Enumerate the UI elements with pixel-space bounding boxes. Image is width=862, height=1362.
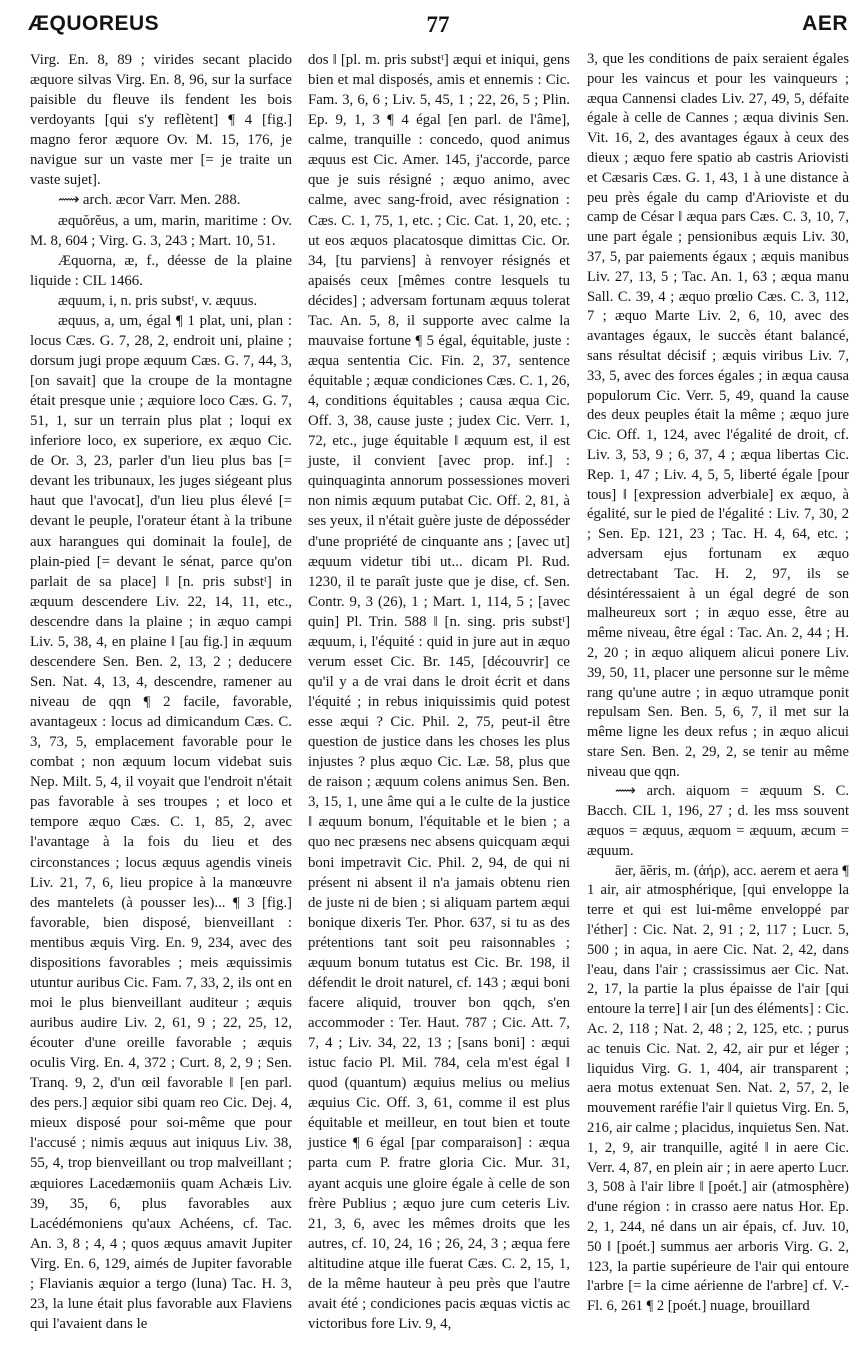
column-2 [308, 50, 570, 1334]
entry-note: ⟿ arch. aiquom = æquum S. C. Bacch. CIL 1, 196, 27 ; d. les mss souvent æquos = æquus, æquom = æquum, æcum = æquum. [587, 783, 849, 859]
entry-aer: āer, āĕris, m. (ἀήρ), acc. aerem et aera ¶ 1 air, air atmosphérique, [qui enveloppe la terre et qui est lui-même enveloppé par l'éther] : Cic. Nat. 2, 91 ; 2, 117 ; Lucr. 5, 500 ; in aqua, in aere Cic. Nat. 2, 42, dans l'eau, dans l'air ; crassissimus aer Cic. Nat. 2, 17, la partie la plus épaisse de l'air [qui entoure la terre] ‖ air [un des éléments] : Cic. Ac. 2, 118 ; Nat. 2, 48 ; 2, 125, etc. ; purus ac tenuis Cic. Nat. 2, 42, air pur et léger ; liquidus Virg. G. 1, 404, air transparent ; aera motus extenuat Sen. Nat. 2, 57, 2, le mouvement raréfie l'air ‖ quietus Virg. En. 5, 216, air calme ; placidus, inquietus Sen. Nat. 1, 2, 9, air tranquille, agité ‖ in aere Cic. Verr. 4, 87, en plein air ; in aere aperto Lucr. 3, 508 à l'air libre ‖ [poét.] air (atmosphère) d'une région : in crasso aere natus Hor. Ep. 2, 1, 244, né dans un air épais, cf. Juv. 10, 50 ‖ [poét.] summus aer arboris Virg. G. 2, 123, la partie supérieure de l'air qui entoure l'arbre [= la cime aérienne de l'arbre] cf. V.-Fl. 6, 261 ¶ 2 [poét.] nuage, brouillard [587, 862, 849, 1315]
entry-continuation: Virg. En. 8, 89 ; virides secant placido æquore silvas Virg. En. 8, 96, sur la surface paisible du fleuve ils fendent les bois verdoyants [qui s'y reflètent] ¶ 4 [fig.] magno feror æquore Ov. M. 15, 176, je navigue sur un vaste mer [= je traite un vaste sujet]. [30, 52, 292, 189]
column-1 [30, 50, 292, 1334]
page-number: 77 [426, 12, 450, 37]
entry-note: ⟿ arch. æcor Varr. Men. 288. [58, 192, 241, 209]
column-3 [587, 50, 849, 1317]
entry-aequus: æquus, a, um, égal ¶ 1 plat, uni, plan : locus Cæs. G. 7, 28, 2, endroit uni, plaine ; dorsum jugi prope æquum Cæs. G. 7, 44, 3, [on savait] que la croupe de la montagne était presque unie ; æquiore loco Cæs. G. 7, 51, 1, sur un terrain plus plat ; loqui ex inferiore loco, ex superiore, ex æquo Cic. de Or. 3, 23, parler d'un lieu plus bas [= devant les tribunaux, les juges siégeant plus haut que l'avocat], d'un lieu plus élevé [= devant le peuple, l'orateur étant à la tribune aux harangues qui dominait la foule], de plain-pied [= devant le sénat, parce qu'on parlait de sa place] ‖ [n. pris substᵗ] in æquum descendere Liv. 22, 14, 11, etc., descendre dans la plaine ; in æquo campi Liv. 5, 38, 4, en plaine ‖ [au fig.] in æquum descendere Sen. Ben. 2, 13, 2 ; deducere Sen. Nat. 4, 13, 4, descendre, ramener au niveau de qqn ¶ 2 facile, favorable, avantageux : locus ad dimicandum Cæs. C. 3, 73, 5, emplacement favorable pour le combat ; non æquum locum videbat suis Nep. Milt. 5, 4, il voyait que l'endroit n'était pas favorable à ses troupes ; et loco et tempore æquo Cæs. C. 1, 85, 2, avec l'avantage à la fois du lieu et des circonstances ; locus æquus agendis vineis Liv. 21, 7, 6, lieu propice à la manœuvre des mantelets (à pousser les)... ¶ 3 [fig.] favorable, bien disposé, bienveillant : mentibus æquis Virg. En. 9, 234, avec des dispositions favorables ; meis æquissimis utuntur auribus Cic. Fam. 7, 33, 2, ils ont en moi le plus bienveillant auditeur ; æquis auribus audire Liv. 2, 61, 9 ; 22, 25, 12, écouter d'une oreille favorable ; æquis oculis Virg. En. 4, 372 ; Curt. 8, 2, 9 ; Sen. Tranq. 9, 2, d'un œil favorable ‖ [en parl. des pers.] æquior sibi quam reo Cic. Dej. 4, mieux disposé pour soi-même que pour l'accusé ; nimis æquus aut iniquus Liv. 38, 55, 4, trop bienveillant ou trop malveillant ; æquiores Lacedæmoniis quam Achæis Liv. 39, 35, 6, plus favorables aux Lacédémoniens qu'aux Achéens, cf. Tac. An. 3, 8 ; 4, 4 ; quos æquus amavit Jupiter Virg. En. 6, 129, aimés de Jupiter favorable ; Flavianis æquior a tergo (luna) Tac. H. 3, 23, la lune était plus favorable aux Flaviens qui l'avaient dans le [30, 312, 292, 1332]
entry-continuation: 3, que les conditions de paix seraient égales pour les vaincus et pour les vainqueurs ; æqua Cannensi clades Liv. 27, 49, 5, défaite égale à celle de Cannes ; æqua divinis Sen. Vit. 16, 2, des avantages égaux à ceux des dieux ; æquo fere spatio ab castris Ariovisti et Cæsaris Cæs. G. 1, 43, 1 à une distance à peu près égale du camp d'Arioviste et du camp de César ‖ æqua pars Cæs. C. 3, 10, 7, une part égale ; pensionibus æquis Liv. 30, 37, 5, par paiements égaux ; æquis manibus Liv. 27, 13, 5 ; Tac. An. 1, 63 ; æqua manu Sall. C. 39, 4 ; æquo prœlio Cæs. C. 3, 112, 7 ; æquo Marte Liv. 2, 6, 10, avec des avantages égaux, le succès étant balancé, sans résultat décisif ; æquis viribus Liv. 7, 33, 5, avec des forces égales ; in æqua causa populorum Cic. Verr. 5, 49, quand la cause des deux peuples était la même ; æquo jure Cic. Off. 1, 124, avec l'égalité de droit, cf. Liv. 3, 53, 9 ; 6, 37, 4 ; æqua libertas Cic. Rep. 1, 47 ; Liv. 4, 5, 5, liberté égale [pour tous] ‖ [expression adverbiale] ex æquo, à égalité, sur le pied de l'égalité : Liv. 7, 30, 2 ; Sen. Ep. 121, 23 ; Tac. H. 4, 64, etc. ; adversam ejus fortunam ex æquo detrectabant Tac. H. 2, 97, ils se désintéressaient à un égal degré de son malheureux sort ; in æquo esse, être au même niveau, être égal : Tac. An. 2, 44 ; H. 2, 20 ; in æquo aliquem alicui ponere Liv. 39, 50, 11, placer une personne sur le même rang qu'une autre ; in æquo utramque ponit repulsam Sen. Ben. 5, 6, 7, il met sur la même ligne les deux refus ; in æquo alicui stare Sen. Ben. 2, 29, 2, se tenir au même niveau que qqn. [587, 51, 849, 780]
header-first-headword: ÆQUOREUS [28, 12, 160, 35]
running-header [28, 12, 848, 42]
header-last-headword: AER [802, 12, 848, 35]
entry-aequoreus: æquŏrĕus, a um, marin, maritime : Ov. M. 8, 604 ; Virg. G. 3, 243 ; Mart. 10, 51. [30, 212, 292, 249]
entry-aequum: æquum, i, n. pris substᵗ, v. æquus. [58, 292, 258, 309]
entry-continuation: dos ‖ [pl. m. pris substᵗ] æqui et iniqui, gens bien et mal disposés, amis et ennemis : Cic. Fam. 3, 6, 6 ; Liv. 5, 45, 1 ; 22, 26, 5 ; Plin. Ep. 9, 1, 3 ¶ 4 égal [en parl. de l'âme], calme, tranquille : concedo, quod animus æquus est Cic. Amer. 145, j'accorde, parce que je suis résigné ; æquo animo, avec calme, avec sang-froid, avec résignation : Cæs. C. 1, 75, 1, etc. ; Cic. Cat. 1, 20, etc. ; ut eos æquos placatosque dimittas Cic. Or. 34, [tu parviens] à renvoyer résignés et apaisés ceux [mêmes contre lesquels tu décides] ; adversam fortunam æquus tolerat Tac. An. 5, 8, il supporte avec calme la mauvaise fortune ¶ 5 égal, équitable, juste : æqua sententia Cic. Fin. 2, 37, sentence équitable ; æquæ condiciones Cæs. C. 1, 26, 4, conditions équitables ; causa æqua Cic. Off. 3, 38, cause juste ; judex Cic. Verr. 1, 72, etc., juge équitable ‖ æquum est, il est juste, il convient [avec prop. inf.] : quinquaginta annorum possessiones moveri non nimis æquum putabat Cic. Off. 2, 81, à ses yeux, il n'était guère juste de déposséder d'une propriété de cinquante ans ; [avec ut] æquum videtur tibi ut... dicam Pl. Rud. 1230, il te paraît juste que je dise, cf. Sen. Contr. 9, 3 (26), 1 ; Mart. 1, 114, 5 ; [avec quin] Pl. Trin. 588 ‖ [n. sing. pris substᵗ] æquum, i, l'équité : quid in jure aut in æquo verum esset Cic. Br. 145, [découvrir] ce qu'il y a de vrai dans le droit écrit et dans l'équité ; in rebus iniquissimis quid potest esse æqui ? Cic. Phil. 2, 75, peut-il être question de justice dans les choses les plus injustes ? plus æquo Cic. Læ. 58, plus que de raison ; æquum colens animus Sen. Ben. 3, 15, 1, une âme qui a le culte de la justice ‖ æquum bonum, l'équitable et le bien ; a quo nec præsens nec absens quicquam æqui boni impetravit Cic. Phil. 2, 94, de qui ni présent ni absent il n'a jamais obtenu rien de juste ni de bien ; si aliquam partem æqui bonique dixeris Ter. Phor. 637, si tu as des prétentions tant soit peu raisonnables ; æquum bonum tutatus est Cic. Br. 198, il défendit le droit naturel, cf. 143 ; æqui boni facere aliquid, trouver bon qqch, s'en accommoder : Ter. Haut. 787 ; Cic. Att. 7, 7, 4 ; Liv. 34, 22, 13 ; [sans boni] : æqui istuc facio Pl. Mil. 784, cela m'est égal ‖ quod (quantum) æquius melius ou melius æquius Cic. Off. 3, 61, comme il est plus équitable et meilleur, en tout bien et toute justice ¶ 6 égal [par comparaison] : æqua parta cum P. fratre gloria Cic. Mur. 31, ayant acquis une gloire égale à celle de son frère Publius ; æquo jure cum ceteris Liv. 21, 3, 6, avec les mêmes droits que les autres, cf. 10, 24, 16 ; 26, 24, 3 ; æqua fere altitudine atque ille fuerat Cæs. C. 2, 15, 1, de la même hauteur à peu près que l'autre avait été ; condiciones pacis æquas victis ac victoribus fore Liv. 9, 4, [308, 52, 570, 1332]
entry-aequorna: Æquorna, æ, f., déesse de la plaine liquide : CIL 1466. [30, 252, 292, 289]
